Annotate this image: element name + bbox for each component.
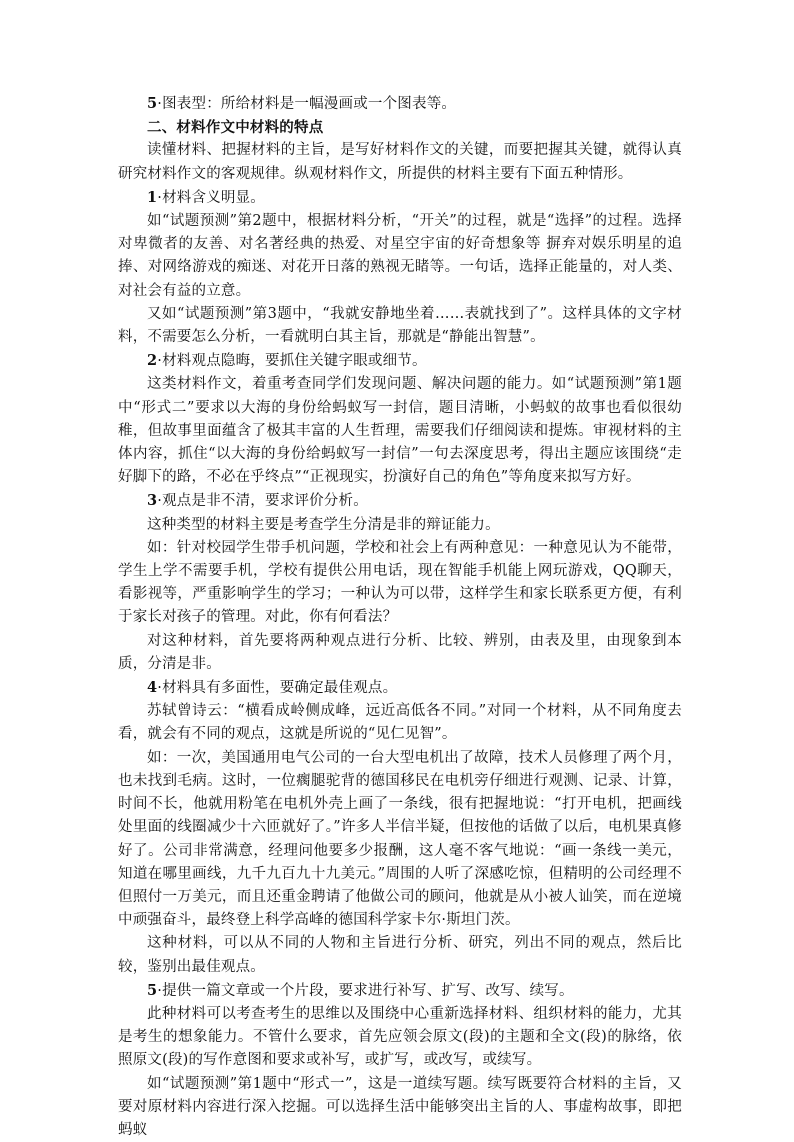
point-5-heading <box>118 979 682 1003</box>
point-3-method: 对这种材料，首先要将两种观点进行分析、比较、辨别，由表及里，由现象到本质，分清是非。 <box>118 632 682 672</box>
item-number: 5 <box>147 981 158 999</box>
item-number: 1 <box>147 188 158 206</box>
item-text: ·观点是非不清，要求评价分析。 <box>157 493 368 510</box>
point-3-example: 如：针对校园学生带手机问题，学校和社会上有两种意见：一种意见认为不能带，学生上学不需要手机，学校有提供公用电话，现在智能手机能上网玩游戏，QQ聊天，看影视等，严重影响学生的学习；一种认为可以带，这样学生和家长联系更方便，有利于家长对孩子的管理。对此，你有何看法？ <box>118 539 682 626</box>
point-1-example-2: 又如“试题预测”第3题中，“我就安静地坐着……表就找到了”。这样具体的文字材料，不需要怎么分析，一看就明白其主旨，那就是“静能出智慧”。 <box>118 305 682 346</box>
point-5-body: 此种材料可以考查考生的思维以及围绕中心重新选择材料、组织材料的能力，尤其是考生的想象能力。不管什么要求，首先应领会原文(段)的主题和全文(段)的脉络，依照原文(段)的写作意图和要求或补写，或扩写，或改写，或续写。 <box>118 1005 682 1069</box>
point-1-example-1: 如“试题预测”第2题中，根据材料分析，“开关”的过程，就是“选择”的过程。选择对卑微者的友善、对名著经典的热爱、对星空宇宙的好奇想象等 摒弃对娱乐明星的追捧、对网络游戏的痴迷、对花开日落的熟视无睹等。一句话，选择正能量的，对人类、对社会有益的立意。 <box>118 213 682 299</box>
point-3-body: 这种类型的材料主要是考查学生分清是非的辩证能力。 <box>147 516 500 533</box>
intro-paragraph: 读懂材料、把握材料的主旨，是写好材料作文的关键，而要把握其关键，就得认真研究材料作文的客观规律。纵观材料作文，所提供的材料主要有下面五种情形。 <box>118 142 682 182</box>
section-2-title: 二、材料作文中材料的特点 <box>147 119 324 137</box>
point-4-heading <box>118 676 682 700</box>
point-3-heading <box>118 489 682 513</box>
point-4-poem: 苏轼曾诗云：“横看成岭侧成峰，远近高低各不同。”对同一个材料，从不同角度去看，就会有不同的观点，这就是所说的“见仁见智”。 <box>118 703 682 743</box>
item-text: ·材料观点隐晦，要抓住关键字眼或细节。 <box>157 353 427 370</box>
type-5-chart-item <box>118 92 682 116</box>
item-number: 4 <box>147 679 158 697</box>
item-number: 2 <box>147 352 158 370</box>
point-4-method: 这种材料，可以从不同的人物和主旨进行分析、研究，列出不同的观点，然后比较，鉴别出最佳观点。 <box>118 935 682 975</box>
item-number: 3 <box>147 492 158 510</box>
item-text: ·提供一篇文章或一个片段，要求进行补写、扩写、改写、续写。 <box>157 982 574 999</box>
item-text: ·图表型：所给材料是一幅漫画或一个图表等。 <box>157 96 457 112</box>
point-2-heading <box>118 349 682 373</box>
point-4-example: 如：一次，美国通用电气公司的一台大型电机出了故障，技术人员修理了两个月，也未找到毛病。这时，一位瘸腿驼背的德国移民在电机旁仔细进行观测、记录、计算，时间不长，他就用粉笔在电机外壳上画了一条线，很有把握地说：“打开电机，把画线处里面的线圈减少十六匝就好了。”许多人半信半疑，但按他的话做了以后，电机果真修好了。公司非常满意，经理问他要多少报酬，这人毫不客气地说：“画一条线一美元，知道在哪里画线，九千九百九十九美元。”周围的人听了深感吃惊，但精明的公司经理不但照付一万美元，而且还重金聘请了他做公司的顾问，他就是从小被人讪笑，而在逆境中顽强奋斗，最终登上科学高峰的德国科学家卡尔·斯坦门茨。 <box>118 749 682 929</box>
document-page <box>118 92 682 1142</box>
item-text: ·材料具有多面性，要确定最佳观点。 <box>157 680 398 697</box>
point-5-example: 如“试题预测”第1题中“形式一”，这是一道续写题。续写既要符合材料的主旨，又要对原材料内容进行深入挖掘。可以选择生活中能够突出主旨的人、事虚构故事，即把蚂蚁 <box>118 1075 682 1138</box>
item-number: 5 <box>147 95 158 112</box>
item-text: ·材料含义明显。 <box>157 189 266 206</box>
point-1-heading <box>118 186 682 210</box>
point-2-body: 这类材料作文，着重考查同学们发现问题、解决问题的能力。如“试题预测”第1题中“形式二”要求以大海的身份给蚂蚁写一封信，题目清晰，小蚂蚁的故事也看似很幼稚，但故事里面蕴含了极其丰富的人生哲理，需要我们仔细阅读和提炼。审视材料的主体内容，抓住“以大海的身份给蚂蚁写一封信”一句去深度思考，得出主题应该围绕“走好脚下的路，不必在乎终点”“正视现实，扮演好自己的角色”等角度来拟写方好。 <box>118 376 682 486</box>
